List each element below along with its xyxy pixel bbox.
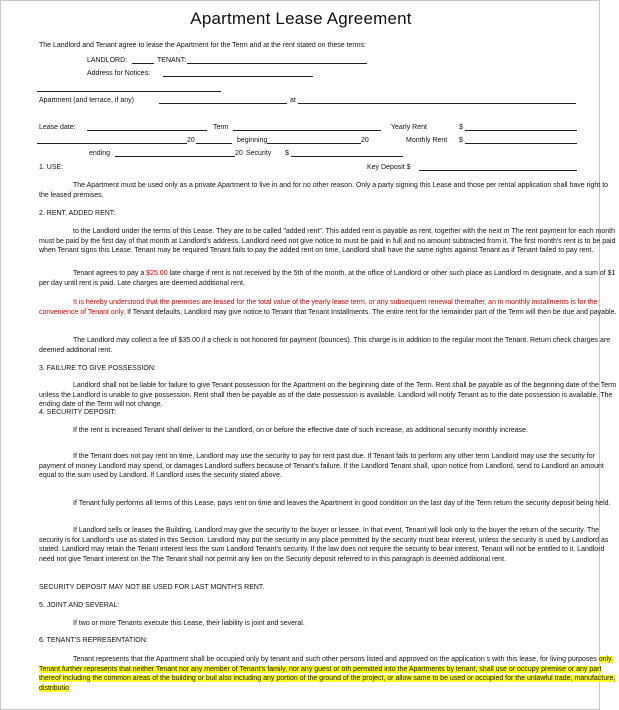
term-label: Term bbox=[213, 124, 229, 131]
lease-date-field[interactable] bbox=[87, 130, 207, 131]
address-field[interactable] bbox=[163, 76, 313, 77]
intro-text: The Landlord and Tenant agree to lease the Apartment for the Term and at the rent stated on these terms: bbox=[39, 42, 367, 49]
monthly-rent-dollar: $ bbox=[459, 137, 463, 144]
term-field[interactable] bbox=[233, 130, 381, 131]
representation-paragraph: Tenant represents that the Apartment shall be occupied only by tenant and such other persons listed and approved on the application s with this lease, for living purposes only. Tenant further represents that neither Tenant nor any member of Tenant's family, nor any guest or oth permitted into the Apartments by tenant, shall use or occupy premise or any part thereof including the common areas of the building or buil also including any portion of the ground of the project, or allow same to be used or occupied for the unlawful trade, manufacture, distributio bbox=[39, 656, 616, 692]
highlighted-clause: only. Tenant further represents that neither Tenant nor any member of Tenant's family, nor any guest or oth permitted into the Apartments by tenant, shall use or occupy premise or any part thereof including the common areas of the building or buil also including any portion of the ground of the project, or allow same to be used or occupied for the unlawful trade, manufacture, distributio bbox=[39, 656, 616, 692]
rent-paragraph-4: The Landlord may collect a fee of $35.00 if a check is not honored for payment (bounces). This charge is in addition to the regular mont the Tenant. Return check charges are deemed additional rent. bbox=[39, 337, 611, 354]
tenant-label: TENANT: bbox=[157, 57, 187, 64]
yearly-rent-label: Yearly Rent bbox=[391, 124, 427, 131]
lease-date-label: Lease date: bbox=[39, 124, 76, 131]
beginning-year-field[interactable] bbox=[196, 143, 232, 144]
rent-paragraph-1: to the Landlord under the terms of this Lease. They are to be called "added rent". This added rent is payable as rent, together with the next m The rent payment for each month must be paid by the first day of that month at Landlord's address. Landlord need not give notice to must be paid in full and no amount subtracted from it. The first month's rent is to be paid when Tenant signs this Lease. Tenant may be required Tenant fails to pay the added rent on time, Landlord shall have the same rights against Tenant as if Tenant failed to pay rent. bbox=[39, 228, 616, 255]
ending-date-field[interactable] bbox=[115, 156, 235, 157]
yearly-rent-field[interactable] bbox=[465, 130, 577, 131]
monthly-rent-field[interactable] bbox=[465, 143, 577, 144]
deposit-paragraph-1: If the rent is increased Tenant shall deliver to the Landlord, on or before the effective date of such increase, as additional security monthly increase. bbox=[73, 427, 529, 434]
beginning-date-field[interactable] bbox=[267, 143, 361, 144]
red-clause: It is hereby understood that the premises are leased for the total value of the yearly lease term, or any subsequent renewal thereafter, an in monthly installments is for the convenience of Tenant only. bbox=[39, 299, 598, 316]
rent-heading: 2. RENT, ADDED RENT: bbox=[39, 210, 116, 217]
security-dollar: $ bbox=[285, 150, 289, 157]
yearly-rent-dollar: $ bbox=[459, 124, 463, 131]
key-deposit-label: Key Deposit $ bbox=[367, 164, 411, 171]
deposit-paragraph-2: If the Tenant does not pay rent on time, Landlord may use the security to pay for rent past due. If Tenant fails to perform any other term Landlord may use the security for payment of money Landlord may spend, or damages Landlord suffers because of Tenant's failure. If the Landlord Tenant shall, upon notice from Landlord, send to Landlord an amount equal to the sum used by Landlord. If Landlord uses the security stated above. bbox=[39, 453, 604, 480]
key-deposit-field[interactable] bbox=[419, 170, 577, 171]
deposit-paragraph-4: If Landlord sells or leases the Building, Landlord may give the security to the buyer or lessee. In that event, Tenant will look only to the buyer the return of the security. The security is for Landlord's use as stated in this Section. Landlord may put the security in any place permitted by the security must bear interest, unless the security is used by Landlord as stated. Landlord may retain the Tenant interest less the sum Landlord Tenant's security. If the law does not require the security to bear interest, Tenant will not be entitled to it. Landlord need not give Tenant interest on the The Tenant shall not permit any lien on the Security deposit referred to in this paragraph is deemed additional rent. bbox=[39, 527, 609, 563]
ending-label: ending bbox=[89, 150, 111, 157]
beginning-label: beginning bbox=[237, 137, 268, 144]
possession-heading: 3. FAILURE TO GIVE POSSESSION: bbox=[39, 365, 156, 372]
joint-paragraph: If two or more Tenants execute this Lease, their liability is joint and several. bbox=[73, 620, 305, 627]
ending-year-prefix: 20 bbox=[235, 150, 243, 157]
deposit-note: SECURITY DEPOSIT MAY NOT BE USED FOR LAST MONTH'S RENT. bbox=[39, 584, 265, 591]
deposit-paragraph-3: If Tenant fully performs all terms of this Lease, pays rent on time and leaves the Apartment in good condition on the last day of the Term return the security deposit being held. bbox=[73, 500, 611, 507]
landlord-label: LANDLORD: bbox=[87, 57, 128, 64]
rent-paragraph-2: Tenant agrees to pay a $25.00 late charge if rent is not received by the 5th of the month, at the office of Landlord or other such place as Landlord m designate, and a sum of $1 per day until rent is paid. Late charges are deemed additional rent. bbox=[39, 270, 616, 287]
address-field-line-2[interactable] bbox=[37, 91, 221, 92]
security-label: Security bbox=[246, 150, 272, 157]
possession-paragraph: Landlord shall not be liable for failure to give Tenant possession for the Apartment on the beginning date of the Term. Rent shall be payable as of the beginning date of the Term unless the Landlord is unable to give possession. Rent shall then be payable as of the date possession is available. Landlord will notify Tenant as to the date possession is available. The ending date of the Term will not change. bbox=[39, 382, 617, 409]
lease-date-line-2[interactable] bbox=[37, 143, 187, 144]
joint-heading: 5. JOINT AND SEVERAL: bbox=[39, 602, 120, 609]
apartment-field[interactable] bbox=[159, 103, 287, 104]
beginning-year-prefix: 20 bbox=[187, 137, 195, 144]
use-heading: 1. USE: bbox=[39, 164, 64, 171]
representation-heading: 6. TENANT'S REPRESENTATION: bbox=[39, 637, 148, 644]
document-title: Apartment Lease Agreement bbox=[190, 9, 412, 28]
at-label: at bbox=[290, 97, 296, 104]
beginning-year-prefix-2: 20 bbox=[361, 137, 369, 144]
security-field[interactable] bbox=[291, 156, 403, 157]
monthly-rent-label: Monthly Rent bbox=[406, 137, 448, 144]
use-paragraph: The Apartment must be used only as a private Apartment to live in and for no other reason. Only a party signing this Lease and those per rental application shall have right to the leased premises. bbox=[39, 182, 609, 199]
apartment-label: Apartment (and terrace, if any) bbox=[39, 97, 134, 104]
late-charge-amount: $25.00 bbox=[146, 270, 168, 277]
rent-paragraph-3: It is hereby understood that the premises are leased for the total value of the yearly lease term, or any subsequent renewal thereafter, an in monthly installments is for the convenience of Tenant only. If Tenant defaults, Landlord may give notice to Tenant that Tenant Installments. The entire rent for the remainder part of the Term will then be due and payable. bbox=[39, 299, 617, 316]
deposit-heading: 4. SECURITY DEPOSIT: bbox=[39, 409, 116, 416]
tenant-field[interactable] bbox=[187, 63, 367, 64]
landlord-field[interactable] bbox=[132, 63, 154, 64]
address-label: Address for Notices: bbox=[87, 70, 151, 77]
apartment-address-field[interactable] bbox=[298, 103, 576, 104]
